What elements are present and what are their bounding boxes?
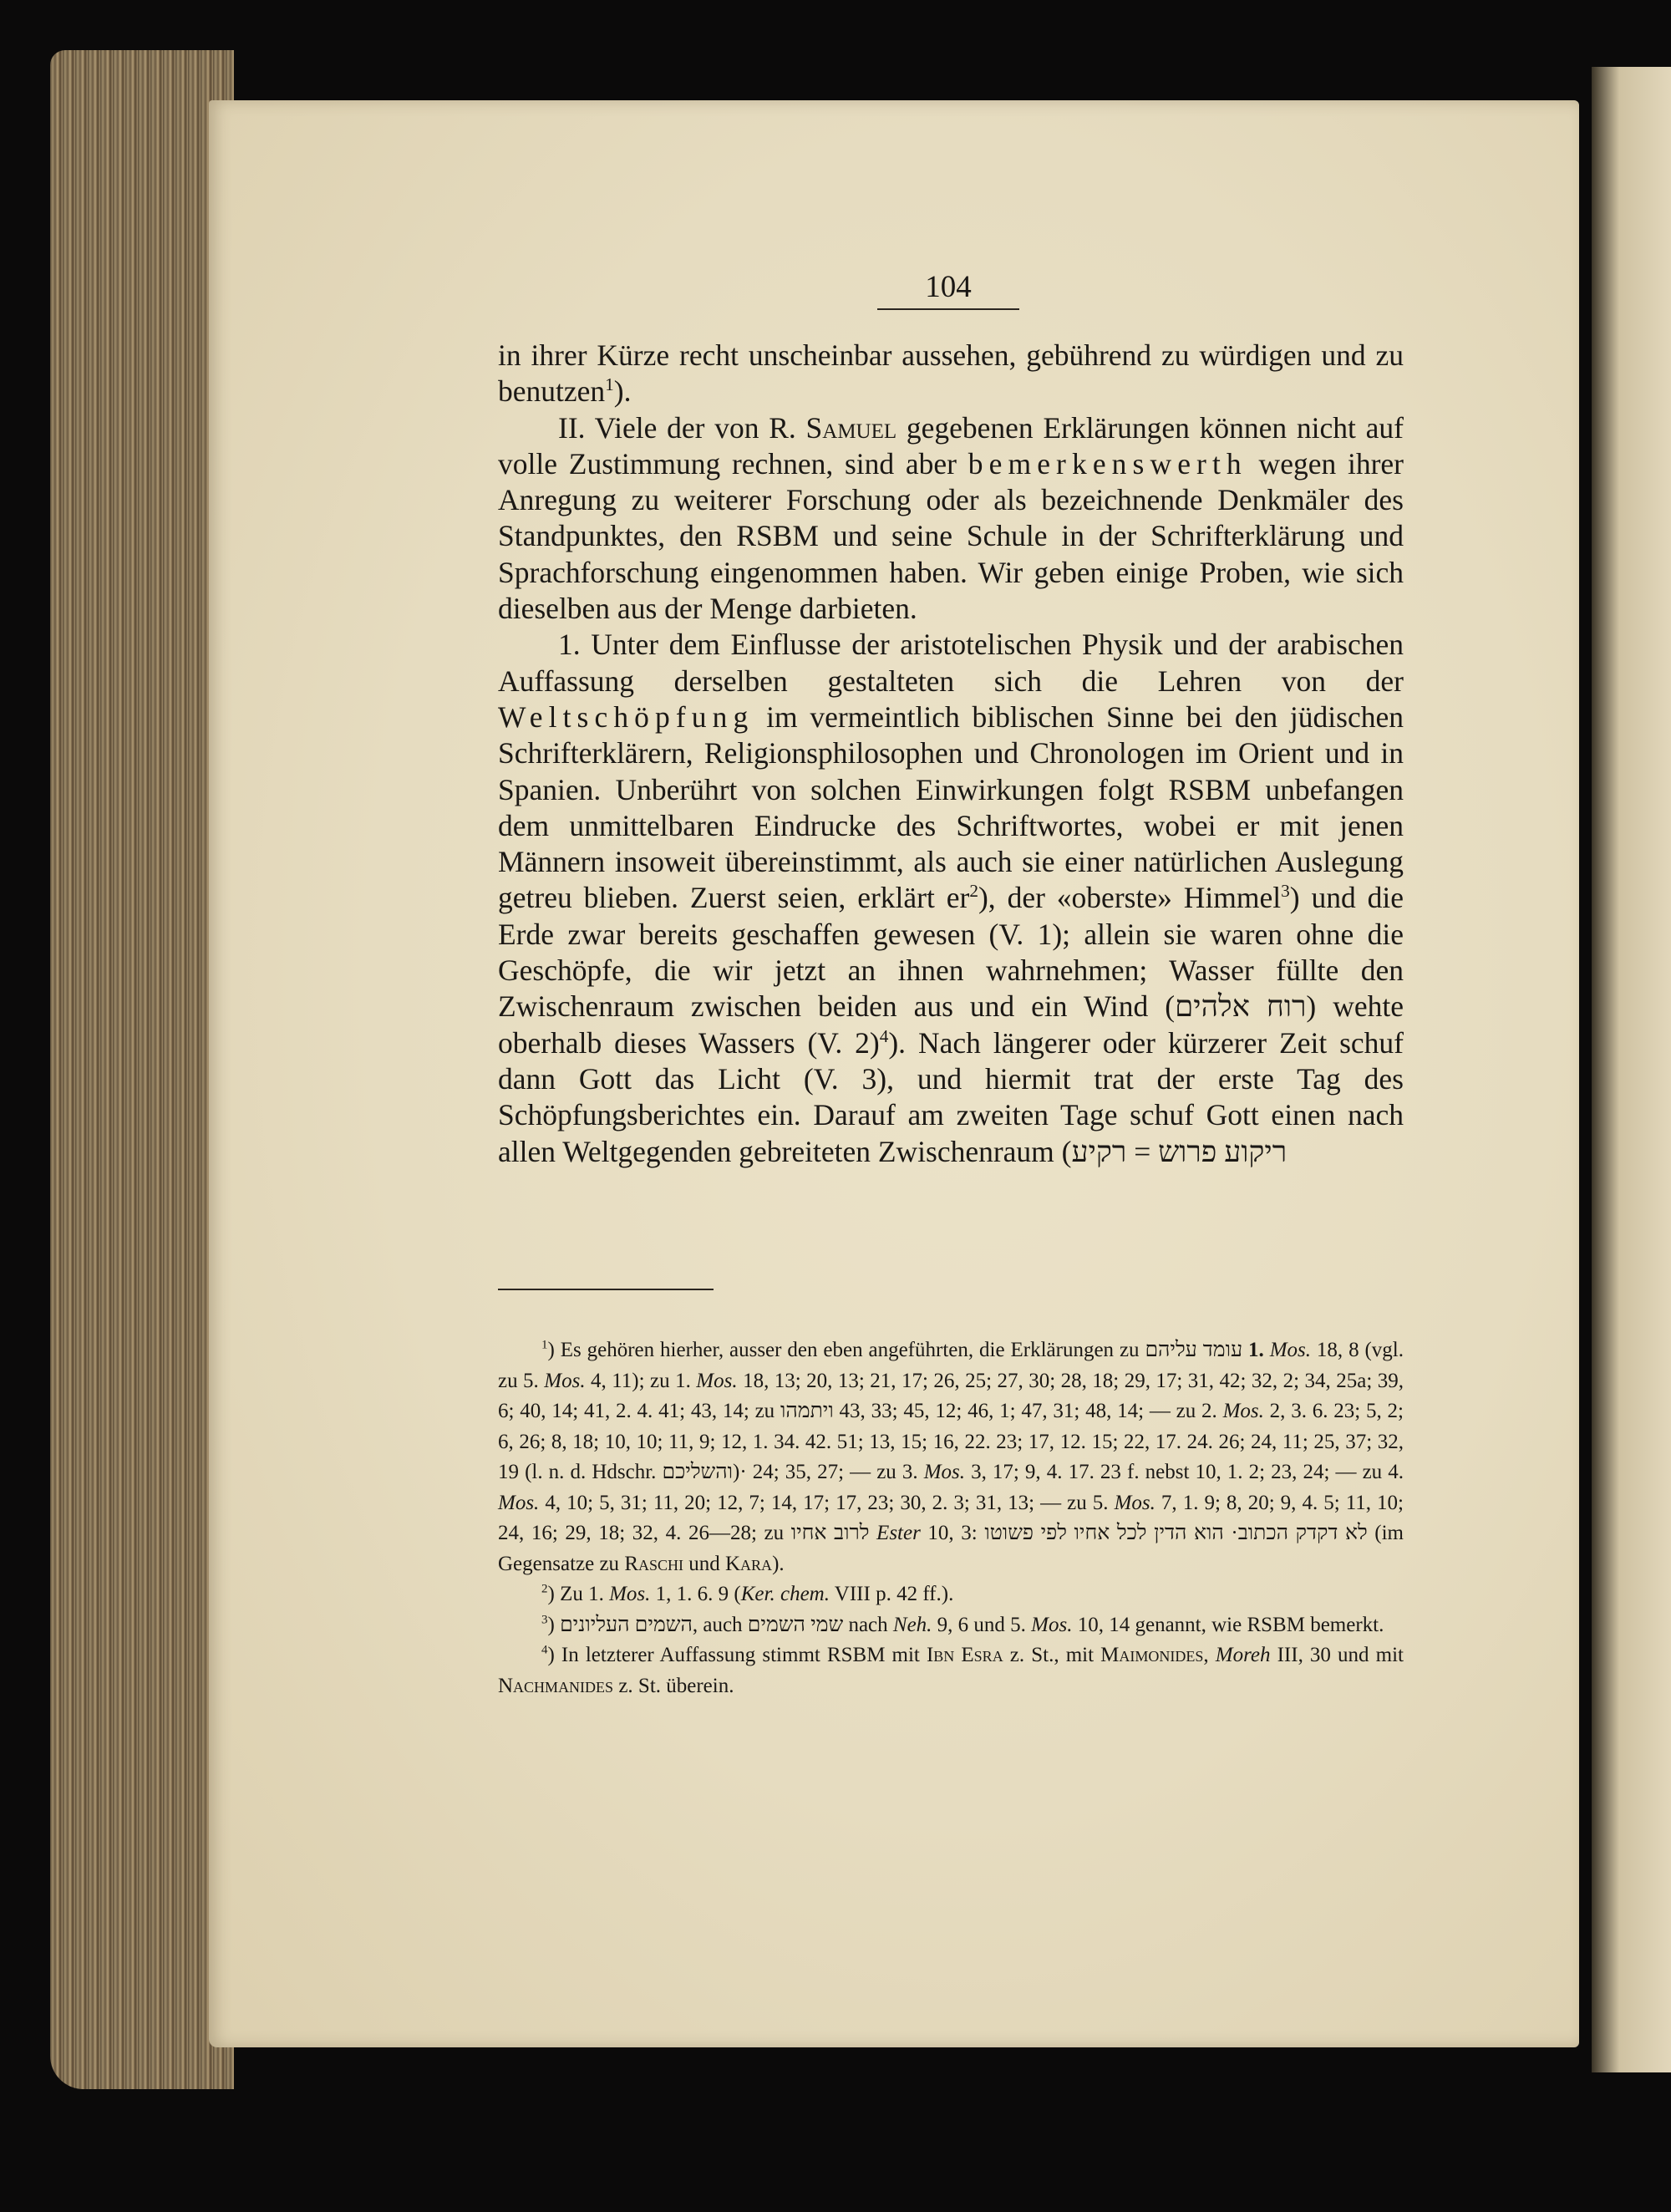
text-run: ) wehte oberhalb dieses Wassers (V. 2) [498,989,1404,1060]
emphasis: Weltschöpfung [498,699,754,734]
text-run: ) In letzterer Auffassung stimmt RSBM mit [547,1644,927,1666]
hebrew-text: והשליכם [662,1461,734,1483]
hebrew-text: השמים העליונים [560,1613,693,1636]
text-run: ), der «oberste» Himmel [978,881,1282,915]
citation: Ker. chem. [740,1583,830,1605]
text-run: z. St. überein. [613,1674,734,1697]
author-name: Samuel [805,410,897,445]
citation: Mos. [1031,1613,1073,1636]
citation: Neh. [892,1613,932,1636]
main-text [498,338,1404,1170]
paragraph-1 [498,627,1404,1169]
footnote-marker: 1 [541,1338,548,1352]
text-run: 10, 14 genannt, wie RSBM bemerkt. [1072,1613,1384,1636]
author-name: Nachmanides [498,1674,614,1697]
text-run: z. St., mit [1003,1644,1101,1666]
footnote-marker: 2 [541,1582,548,1596]
text-run: (im Gegensatze zu [498,1522,1404,1575]
footnote-divider [498,1289,714,1290]
citation: Mos. [923,1461,966,1483]
page-number: 104 [877,269,1019,310]
text-run: gegebenen Erklärungen können nicht auf volle Zustimmung rechnen, sind aber [498,410,1404,481]
text-run: ) Es gehören hierher, ausser den eben angeführten, die Erklärungen zu [547,1339,1145,1361]
text-run: , auch [692,1613,748,1636]
text-run: 1. [1242,1339,1270,1361]
citation: Mos. [1222,1400,1264,1422]
text-run: 4, 10; 5, 31; 11, 20; 12, 7; 14, 17; 17, 23; 30, 2. 3; 31, 13; — zu 5. [539,1491,1115,1514]
emphasis: bemerkenswerth [968,446,1247,481]
hebrew-text: ויתמהו [780,1400,834,1422]
text-run: 18, 13; 20, 13; 21, 17; 26, 25; 27, 30; 28, 18; 29, 17; 31, 42; 32, 2; 34, 25a; 39, 6; 40, 14; 41, 2. 4. 41; 43, 14; zu [498,1369,1404,1422]
hebrew-text: שמי השמים [747,1613,844,1636]
footnote-2 [498,1579,1404,1610]
text-run: 1. Unter dem Einflusse der aristotelischen Physik und der arabischen Auffassung derselben gestalteten sich die Lehren von der [498,628,1404,698]
text-run: 3, 17; 9, 4. 17. 23 f. nebst 10, 1. 2; 23, 24; — zu 4. [965,1461,1404,1483]
footnote-ref: 4 [879,1025,889,1046]
author-name: Kara [725,1552,773,1575]
text-run: )· 24; 35, 27; — zu 3. [733,1461,924,1483]
text-run: III, 30 und mit [1270,1644,1404,1666]
text-run: 18, 8 (vgl. zu 5. [498,1339,1404,1392]
paragraph-ii [498,410,1404,628]
text-run: ). [613,374,632,409]
hebrew-text: לרוב אחיו [790,1522,870,1544]
text-run: ) Zu 1. [547,1583,610,1605]
text-run: VIII p. 42 ff.). [829,1583,954,1605]
text-run: , [1203,1644,1216,1666]
footnotes [498,1335,1404,1701]
text-run: 9, 6 und 5. [932,1613,1032,1636]
hebrew-text: רקיע [1071,1134,1127,1168]
text-run: im vermeintlich biblischen Sinne bei den jüdischen Schrifterklärern, Religionsphilosophen und Chronologen im Orient und in Spanien. Unberührt von solchen Einwirkungen folgt RSBM unbefangen dem unmittelbaren Eindrucke des Schriftwortes, wobei er mit jenen Männern insoweit übereinstimmt, als auch sie einer natürlichen Auslegung getreu blieben. Zuerst seien, erklärt er [498,699,1404,915]
footnote-4 [498,1640,1404,1701]
citation: Mos. [1269,1339,1311,1361]
text-run: 43, 33; 45, 12; 46, 1; 47, 31; 48, 14; — zu 2. [833,1400,1223,1422]
footnote-ref: 2 [969,881,978,902]
text-run: ) und die Erde zwar bereits geschaffen gewesen (V. 1); allein sie waren ohne die Geschöpfe, die wir jetzt an ihnen wahrnehmen; Wasser füllte den Zwischenraum zwischen beiden aus und ein Wind ( [498,881,1404,1024]
footnote-1 [498,1335,1404,1579]
paragraph-continuation [498,338,1404,410]
page-edges [50,50,234,2089]
citation: Moreh [1215,1644,1271,1666]
text-run: wegen ihrer Anregung zu weiterer Forschung oder als bezeichnende Denkmäler des Standpunktes, den RSBM und seine Schule in der Schrifterklärung und Sprachforschung eingenommen haben. Wir geben einige Proben, wie sich dieselben aus der Menge darbieten. [498,446,1404,626]
text-run: 4, 11); zu 1. [585,1369,697,1392]
text-run: = [1126,1134,1159,1168]
citation: Ester [876,1522,921,1544]
author-name: Maimonides [1100,1644,1204,1666]
text-run: 7, 1. 9; 8, 20; 9, 4. 5; 11, 10; 24, 16; 29, 18; 32, 4. 26—28; zu [498,1491,1404,1544]
text-run: in ihrer Kürze recht unscheinbar aussehen, gebührend zu würdigen und zu benutzen [498,338,1404,409]
author-name: Raschi [624,1552,683,1575]
footnote-3 [498,1610,1404,1641]
hebrew-text: לא דקדק הכתוב· הוא הדין לכל אחיו לפי פשוטו [984,1522,1368,1544]
citation: Mos. [544,1369,586,1392]
facing-page-edge [1592,67,1671,2072]
citation: Mos. [1114,1491,1155,1514]
text-run: 1, 1. 6. 9 ( [650,1583,741,1605]
author-name: Ibn Esra [926,1644,1003,1666]
text-run: ) [547,1613,561,1636]
text-run: nach [843,1613,893,1636]
citation: Mos. [696,1369,738,1392]
footnote-marker: 4 [541,1643,548,1657]
text-run: 2, 3. 6. 23; 5, 2; 6, 26; 8, 18; 10, 10; 11, 9; 12, 1. 34. 42. 51; 13, 15; 16, 22. 23; 17, 12. 15; 22, 17. 24. 26; 24, 11; 25, 37; 32, 19 (l. n. d. Hdschr. [498,1400,1404,1483]
footnote-ref: 3 [1281,881,1290,902]
footnote-marker: 3 [541,1613,548,1627]
citation: Mos. [498,1491,540,1514]
hebrew-text: עומד עליהם [1145,1339,1243,1361]
hebrew-text: רוח אלהים [1175,989,1307,1024]
text-run: II. Viele der von R. [558,410,806,445]
text-run: ). Nach längerer oder kürzerer Zeit schuf dann Gott das Licht (V. 3), und hiermit trat der erste Tag des Schöpfungsberichtes ein. Darauf am zweiten Tage schuf Gott einen nach allen Weltgegenden gebreiteten Zwischenraum ( [498,1025,1404,1168]
text-run: ). [772,1552,785,1575]
text-run: 10, 3: [920,1522,985,1544]
text-run: und [683,1552,725,1575]
hebrew-text: ריקוע פרוש [1158,1134,1288,1168]
footnote-ref: 1 [605,374,614,395]
citation: Mos. [609,1583,651,1605]
